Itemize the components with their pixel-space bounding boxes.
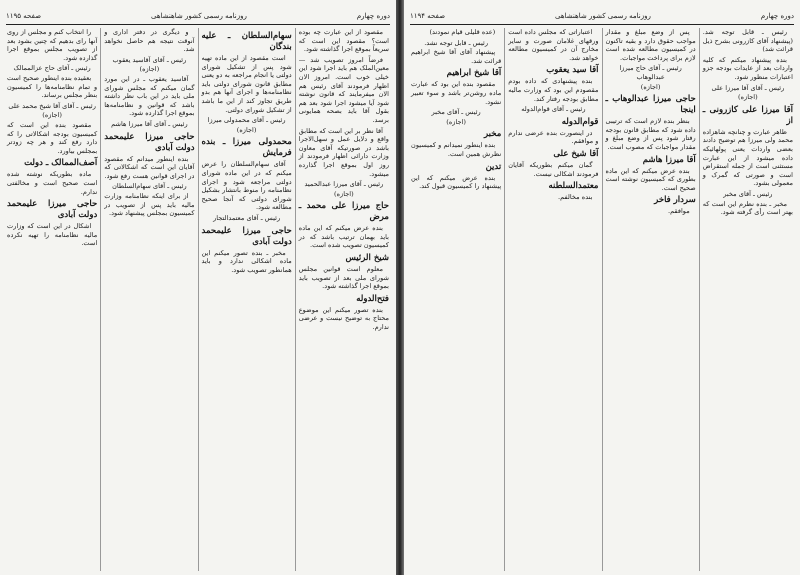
speaker-heading: فتح‌الدوله (356, 293, 389, 304)
centered-line: (اجازه) (446, 117, 466, 126)
speaker-heading: سهام‌السلطان ـ علیه بندگان (201, 31, 292, 52)
paragraph: پس از وضع مبلغ و مقدار مواجب حقوق دارد و بقیه تاکنون در کمیسیون مطالعه شده است لازم برای پرداخت مواجبات. (605, 28, 696, 62)
text-column (198, 28, 295, 571)
centered-line: (اجازه) (640, 82, 661, 91)
paragraph: بنده اینطور میدانم که مقصود آقایان این است که اشکالاتی که در اجرای قوانین هست رفع شود. (104, 154, 195, 180)
newspaper-title: روزنامه رسمی کشور شاهنشاهی (151, 12, 247, 20)
speaker-heading: تدین (485, 161, 502, 172)
centered-line: رئیس ـ آقای حاج عزالممالک (13, 64, 91, 73)
text-column (408, 28, 504, 571)
paragraph: (عده قلیلی قیام نمودند) (429, 28, 496, 36)
centered-line: (اجازه) (139, 65, 160, 74)
speaker-heading: آصف‌الممالک ـ دولت (24, 158, 98, 169)
paragraph: پیشنهاد آقای آقا شیخ ابراهیم قرائت شد. (411, 48, 502, 65)
speaker-heading: آقا میرزا هاشم (642, 154, 696, 165)
text-column (4, 28, 100, 571)
centered-line: (اجازه) (236, 125, 257, 134)
speaker-heading: آقا سید یعقوب (546, 65, 599, 76)
speaker-heading: آقا میرزا علی کازرونی ـ از (702, 104, 793, 126)
centered-line: (اجازه) (738, 93, 758, 102)
paragraph: آقا نظر بر این است که مطابق واقع و دلایل عمل و سهل‌الاجرا باشد در صورتیکه آقای معاون وزارت دارائی اظهار فرمودند از روز اول بموقع اجرا گذارده میشود. (298, 126, 389, 178)
paragraph: است مقصود از این ماده تهیه شود پس از تشکیل شورای دولتی یا انجام مراجعه به دو یعنی مطابق قانون شورای دولتی باید نظامنامه‌ها و اجرای آنها هم بدو طریق تجاوز کند از این ما باشد از تشکیل شورای دولتی. (201, 54, 292, 114)
paragraph: بعقیده بنده اینطور صحیح است و تمام نظامنامه‌ها را کمیسیون بنظر مجلس برساند. (7, 73, 98, 100)
paragraph: بنده عرض میکنم که این ماده باید بهمان ترتیب باشد که در کمیسیون تصویب شده است. (298, 224, 389, 250)
text-column (602, 28, 699, 571)
paragraph: مقصود بنده این بود که عبارت ماده روشن‌تر باشد و سوء تعبیر نشود. (411, 80, 502, 106)
text-column (295, 28, 392, 571)
paragraph: مقصود از این عبارت چه بوده است؟ مقصود این است که سریعاً بموقع اجرا گذاشته شود. (298, 28, 389, 54)
paragraph: بنده مخالفم. (558, 193, 593, 202)
centered-line: رئیس ـ آقای حاج میرزا عبدالوهاب (619, 64, 682, 81)
text-column (100, 28, 197, 571)
paragraph: و دیگری در دفتر اداری و آنوقت نتیجه هم حاصل نخواهد شد. (104, 28, 195, 54)
newspaper-title: روزنامه رسمی کشور شاهنشاهی (555, 12, 651, 20)
centered-line: رئیس ـ آقای محمدولی میرزا (207, 116, 286, 125)
paragraph: بنظر بنده لازم است که ترتیبی داده شود که مطابق قانون بودجه رفتار شود پس از وضع مبلغ و مقدار مواجبات که مصوب است. (605, 117, 696, 151)
centered-line: رئیس ـ آقای آقا شیخ محمد علی (8, 101, 96, 110)
page-header (410, 10, 794, 25)
centered-line: رئیس ـ آقای آقا میرزا هاشم (111, 119, 188, 128)
speaker-heading: آقا شیخ علی (553, 148, 599, 159)
paragraph: مقصود بنده این است که کمیسیون بودجه اشکالاتی را که دارد رفع کند و هر چه زودتر بمجلس بیاورد. (7, 120, 98, 155)
left-page (0, 0, 396, 575)
paragraph: مخبر ـ بنده تصور میکنم این ماده اشکالی ندارد و باید همانطور تصویب شود. (201, 248, 292, 274)
paragraph: بنده پیشنهادی که داده بودم مقصودم این بود که وزارت مالیه مطابق بودجه رفتار کند. (508, 77, 599, 103)
centered-line: رئیس ـ آقای قوام‌الدوله (521, 105, 586, 114)
centered-line: رئیس ـ آقای مخبر (431, 108, 481, 117)
speaker-heading: حاج میرزا علی محمد ـ مرض (298, 201, 389, 223)
paragraph: اشکال در این است که وزارت مالیه نظامنامه را تهیه نکرده است. (7, 222, 98, 248)
centered-line: (اجازه) (42, 111, 62, 120)
centered-line: رئیس ـ آقای آقا میرزا علی (711, 83, 785, 92)
speaker-heading: حاجی میرزا علیمحمد دولت آبادی (7, 199, 98, 221)
right-page (404, 0, 800, 575)
speaker-heading: محمدولی میرزا ـ بنده فرمایش (201, 137, 292, 159)
paragraph: را انتخاب کنم و مجلس از روی آنها رای بدهیم که چنین بشود بعد از تصویب مجلس بموقع اجرا گذارده شود. (7, 28, 98, 62)
speaker-heading: مخبر (483, 129, 502, 140)
paragraph: بنده عرض میکنم که این پیشنهاد را کمیسیون قبول کند. (411, 173, 502, 191)
paragraph: بنده عرض میکنم که این ماده بطوری که کمیسیون نوشته است صحیح است. (605, 166, 696, 192)
text-column (699, 28, 796, 571)
paragraph: اعتباراتی که مجلس داده است ورقهای غلامان صورت و سایر مخارج آن در کمیسیون مطالعه خواهد شد. (508, 28, 599, 62)
speaker-heading: حاجی میرزا عبدالوهاب ـ اینجا (605, 94, 696, 116)
paragraph: ظاهر عبارت و چنانچه شاهزاده محمد ولی میرزا هم توضیح دادند بعضی واردات یعنی پولهائیکه داده میشود از این عبارت مستثنی است از جمله استقراض است و صورتی که گمرک و معمولی بشود. (702, 127, 793, 188)
speaker-heading: معتمدالسلطنه (548, 181, 599, 192)
centered-line: رئیس ـ آقای معتمدالتجار (213, 213, 281, 222)
paragraph: موافقم. (668, 207, 690, 216)
speaker-heading: سردار فاخر (654, 195, 696, 206)
centered-line: رئیس ـ آقای مخبر (723, 189, 773, 198)
page-number: صفحه ۱۱۹۵ (6, 12, 42, 20)
speaker-heading: قوام‌الدوله (561, 116, 599, 127)
centered-line: رئیس ـ آقای میرزا عبدالحمید (304, 180, 384, 189)
centered-line: رئیس ـ آقای آقاسید یعقوب (112, 55, 187, 64)
speaker-heading: شیخ الرئیس (345, 253, 389, 264)
speaker-heading: حاجی میرزا علیمحمد دولت آبادی (104, 131, 195, 153)
paragraph: فرضاً امروز تصویب شد — معین‌الملک هم باید اجرا شود این خیلی خوب است. امروز الان اظهار فرمودند آقای رئیس هم الان میفرمایند که قانون نوشته شود آیا میشود اجرا شود بعد هم بقول آقا باید بصحه همایونی برسد. (298, 55, 389, 124)
speaker-heading: آقا شیخ ابراهیم (446, 68, 502, 79)
centered-line: (اجازه) (334, 189, 354, 198)
paragraph: آقاسید یعقوب ـ در این مورد گمان میکنم که مجلس شورای ملی باید در این باب نظر داشته باشد که قوانین و نظامنامه‌ها بموقع اجرا گذارده شود. (104, 74, 195, 118)
book-gutter (396, 0, 404, 575)
page-header (6, 10, 390, 25)
text-column (504, 28, 601, 571)
paragraph: گمان میکنم بطوریکه آقایان فرمودند اشکالی نیست. (508, 160, 599, 178)
session-label: دوره چهارم (356, 12, 390, 20)
session-label: دوره چهارم (760, 12, 794, 20)
columns (408, 28, 796, 571)
columns (4, 28, 392, 571)
paragraph: از برای اینکه نظامنامه وزارت مالیه باید پس از تصویب در کمیسیون بمجلس پیشنهاد شود. (104, 191, 195, 218)
paragraph: در اینصورت بنده عرضی ندارم و موافقم. (508, 128, 599, 146)
paragraph: معلوم است قوانین مجلس شورای ملی بعد از تصویب باید بموقع اجرا گذاشته شود. (298, 265, 389, 291)
paragraph: مخبر ـ بنده نظرم این است که بهتر است رأی گرفته شود. (702, 199, 793, 217)
paragraph: ماده بطوریکه نوشته شده است صحیح است و مخالفتی ندارم. (7, 170, 98, 196)
paragraph: بنده پیشنهاد میکنم که کلیه واردات بعد از عایدات بودجه جزو اعتبارات منظور شود. (702, 55, 793, 81)
paragraph: آقای سهام‌السلطان را عرض میکنم که در این ماده شورای دولتی مراجعه شود و اجرای نظامنامه را منوط بانتشار بشکیل شورای دولتی که آنجا صحیح مطالعه شود. (201, 160, 292, 212)
centered-line: رئیس ـ قابل توجه نشد. (424, 38, 489, 47)
centered-line: رئیس ـ آقای سهام‌السلطان (112, 182, 187, 191)
page-number: صفحه ۱۱۹۴ (410, 12, 446, 20)
speaker-heading: حاجی میرزا علیمحمد دولت آبادی (201, 225, 292, 247)
paragraph: بنده اینطور نمیدانم و کمیسیون نظرش همین است. (411, 141, 502, 158)
paragraph: رئیس ـ قابل توجه شد. (پیشنهاد آقای کازرونی بشرح ذیل قرائت شد) (702, 28, 793, 54)
paragraph: بنده تصور میکنم این موضوع محتاج به توضیح نیست و عرضی ندارم. (298, 305, 389, 332)
